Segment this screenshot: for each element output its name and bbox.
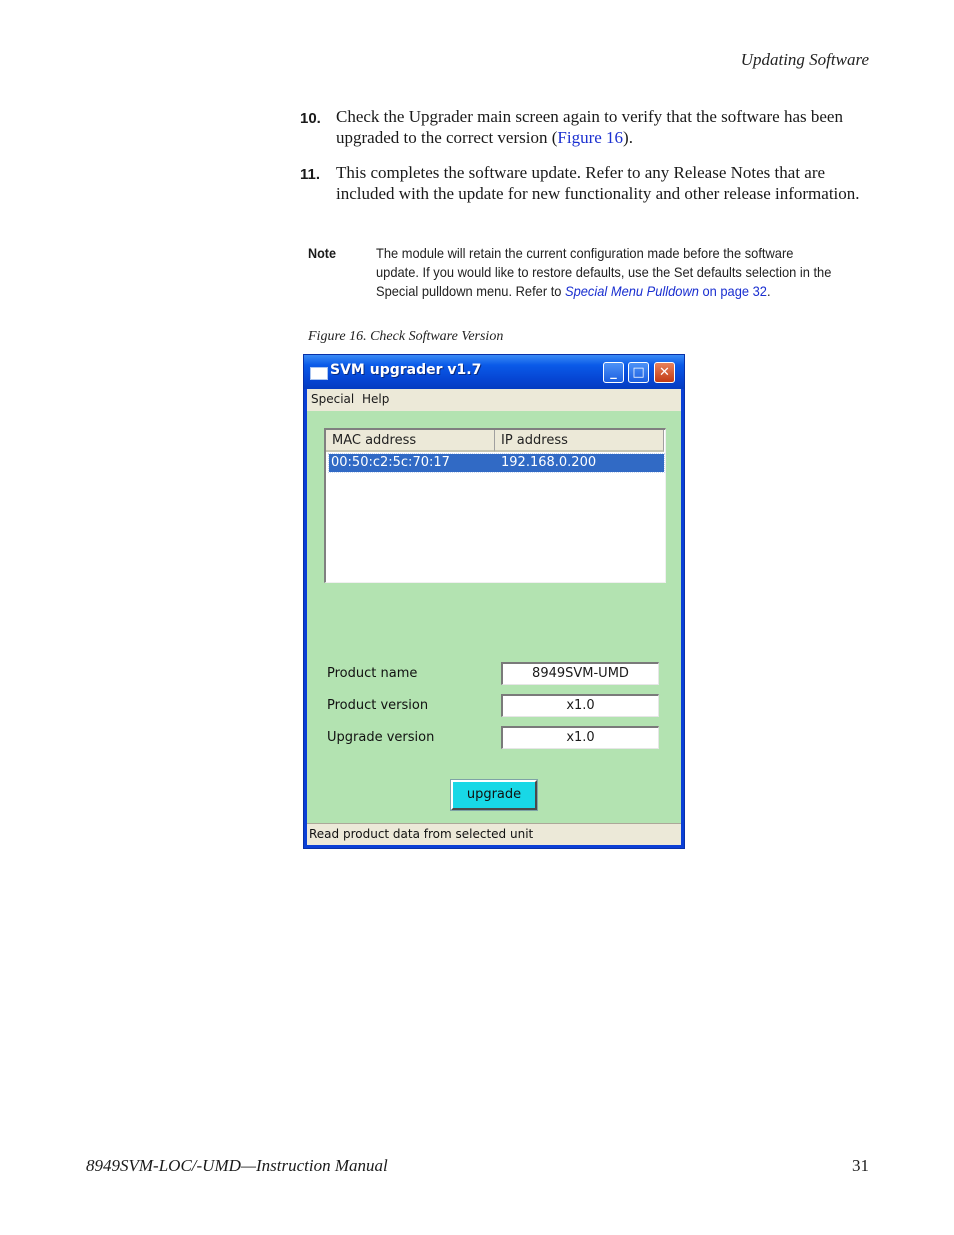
column-header-ip[interactable]: IP address <box>495 430 664 452</box>
menu-bar <box>307 389 681 411</box>
upgrade-version-label: Upgrade version <box>327 730 435 745</box>
unit-list[interactable] <box>324 428 666 583</box>
step-text: Check the Upgrader main screen again to verify that the software has been upgraded to the correct version (Figure 16). <box>336 107 843 147</box>
note-label: Note <box>308 245 337 261</box>
page-number: 31 <box>852 1156 869 1175</box>
footer-manual-title: 8949SVM-LOC/-UMD—Instruction Manual <box>86 1156 388 1175</box>
upgrader-window <box>303 354 685 849</box>
figure-caption: Figure 16. Check Software Version <box>308 329 504 344</box>
title-bar[interactable] <box>304 355 684 389</box>
column-header-mac[interactable]: MAC address <box>326 430 495 452</box>
product-name-label: Product name <box>327 666 418 681</box>
menu-help[interactable]: Help <box>362 392 390 406</box>
step-11 <box>300 162 870 204</box>
list-row-selected[interactable] <box>329 454 664 472</box>
note-text: The module will retain the current configuration made before the software update. If you would like to restore defaults, use the Set defaults selection in the Special pulldown menu. Refer to Special Menu Pulldown on page 32. <box>376 245 832 299</box>
step-text: This completes the software update. Refer to any Release Notes that are included with the update for new functionality and other release information. <box>336 163 860 203</box>
maximize-icon[interactable]: □ <box>628 362 649 383</box>
figure-link[interactable]: Figure 16 <box>557 128 624 147</box>
upgrade-button[interactable]: upgrade <box>451 780 537 810</box>
window-title: SVM upgrader v1.7 <box>330 362 482 378</box>
special-menu-link[interactable]: Special Menu Pulldown <box>565 283 699 299</box>
menu-special[interactable]: Special <box>311 392 355 406</box>
client-area <box>307 411 681 823</box>
close-icon[interactable]: ✕ <box>654 362 675 383</box>
product-version-field[interactable]: x1.0 <box>501 694 659 717</box>
running-header: Updating Software <box>740 50 869 69</box>
product-name-field[interactable]: 8949SVM-UMD <box>501 662 659 685</box>
window-icon <box>310 367 328 380</box>
page-link[interactable]: on page 32 <box>702 283 767 299</box>
mac-cell: 00:50:c2:5c:70:17 <box>331 455 450 470</box>
step-number: 10. <box>300 110 321 127</box>
minimize-icon[interactable]: _ <box>603 362 624 383</box>
ip-cell: 192.168.0.200 <box>501 455 597 470</box>
step-10 <box>300 106 870 148</box>
status-bar: Read product data from selected unit <box>307 823 681 845</box>
step-number: 11. <box>300 166 321 183</box>
product-version-label: Product version <box>327 698 429 713</box>
upgrade-version-field[interactable]: x1.0 <box>501 726 659 749</box>
